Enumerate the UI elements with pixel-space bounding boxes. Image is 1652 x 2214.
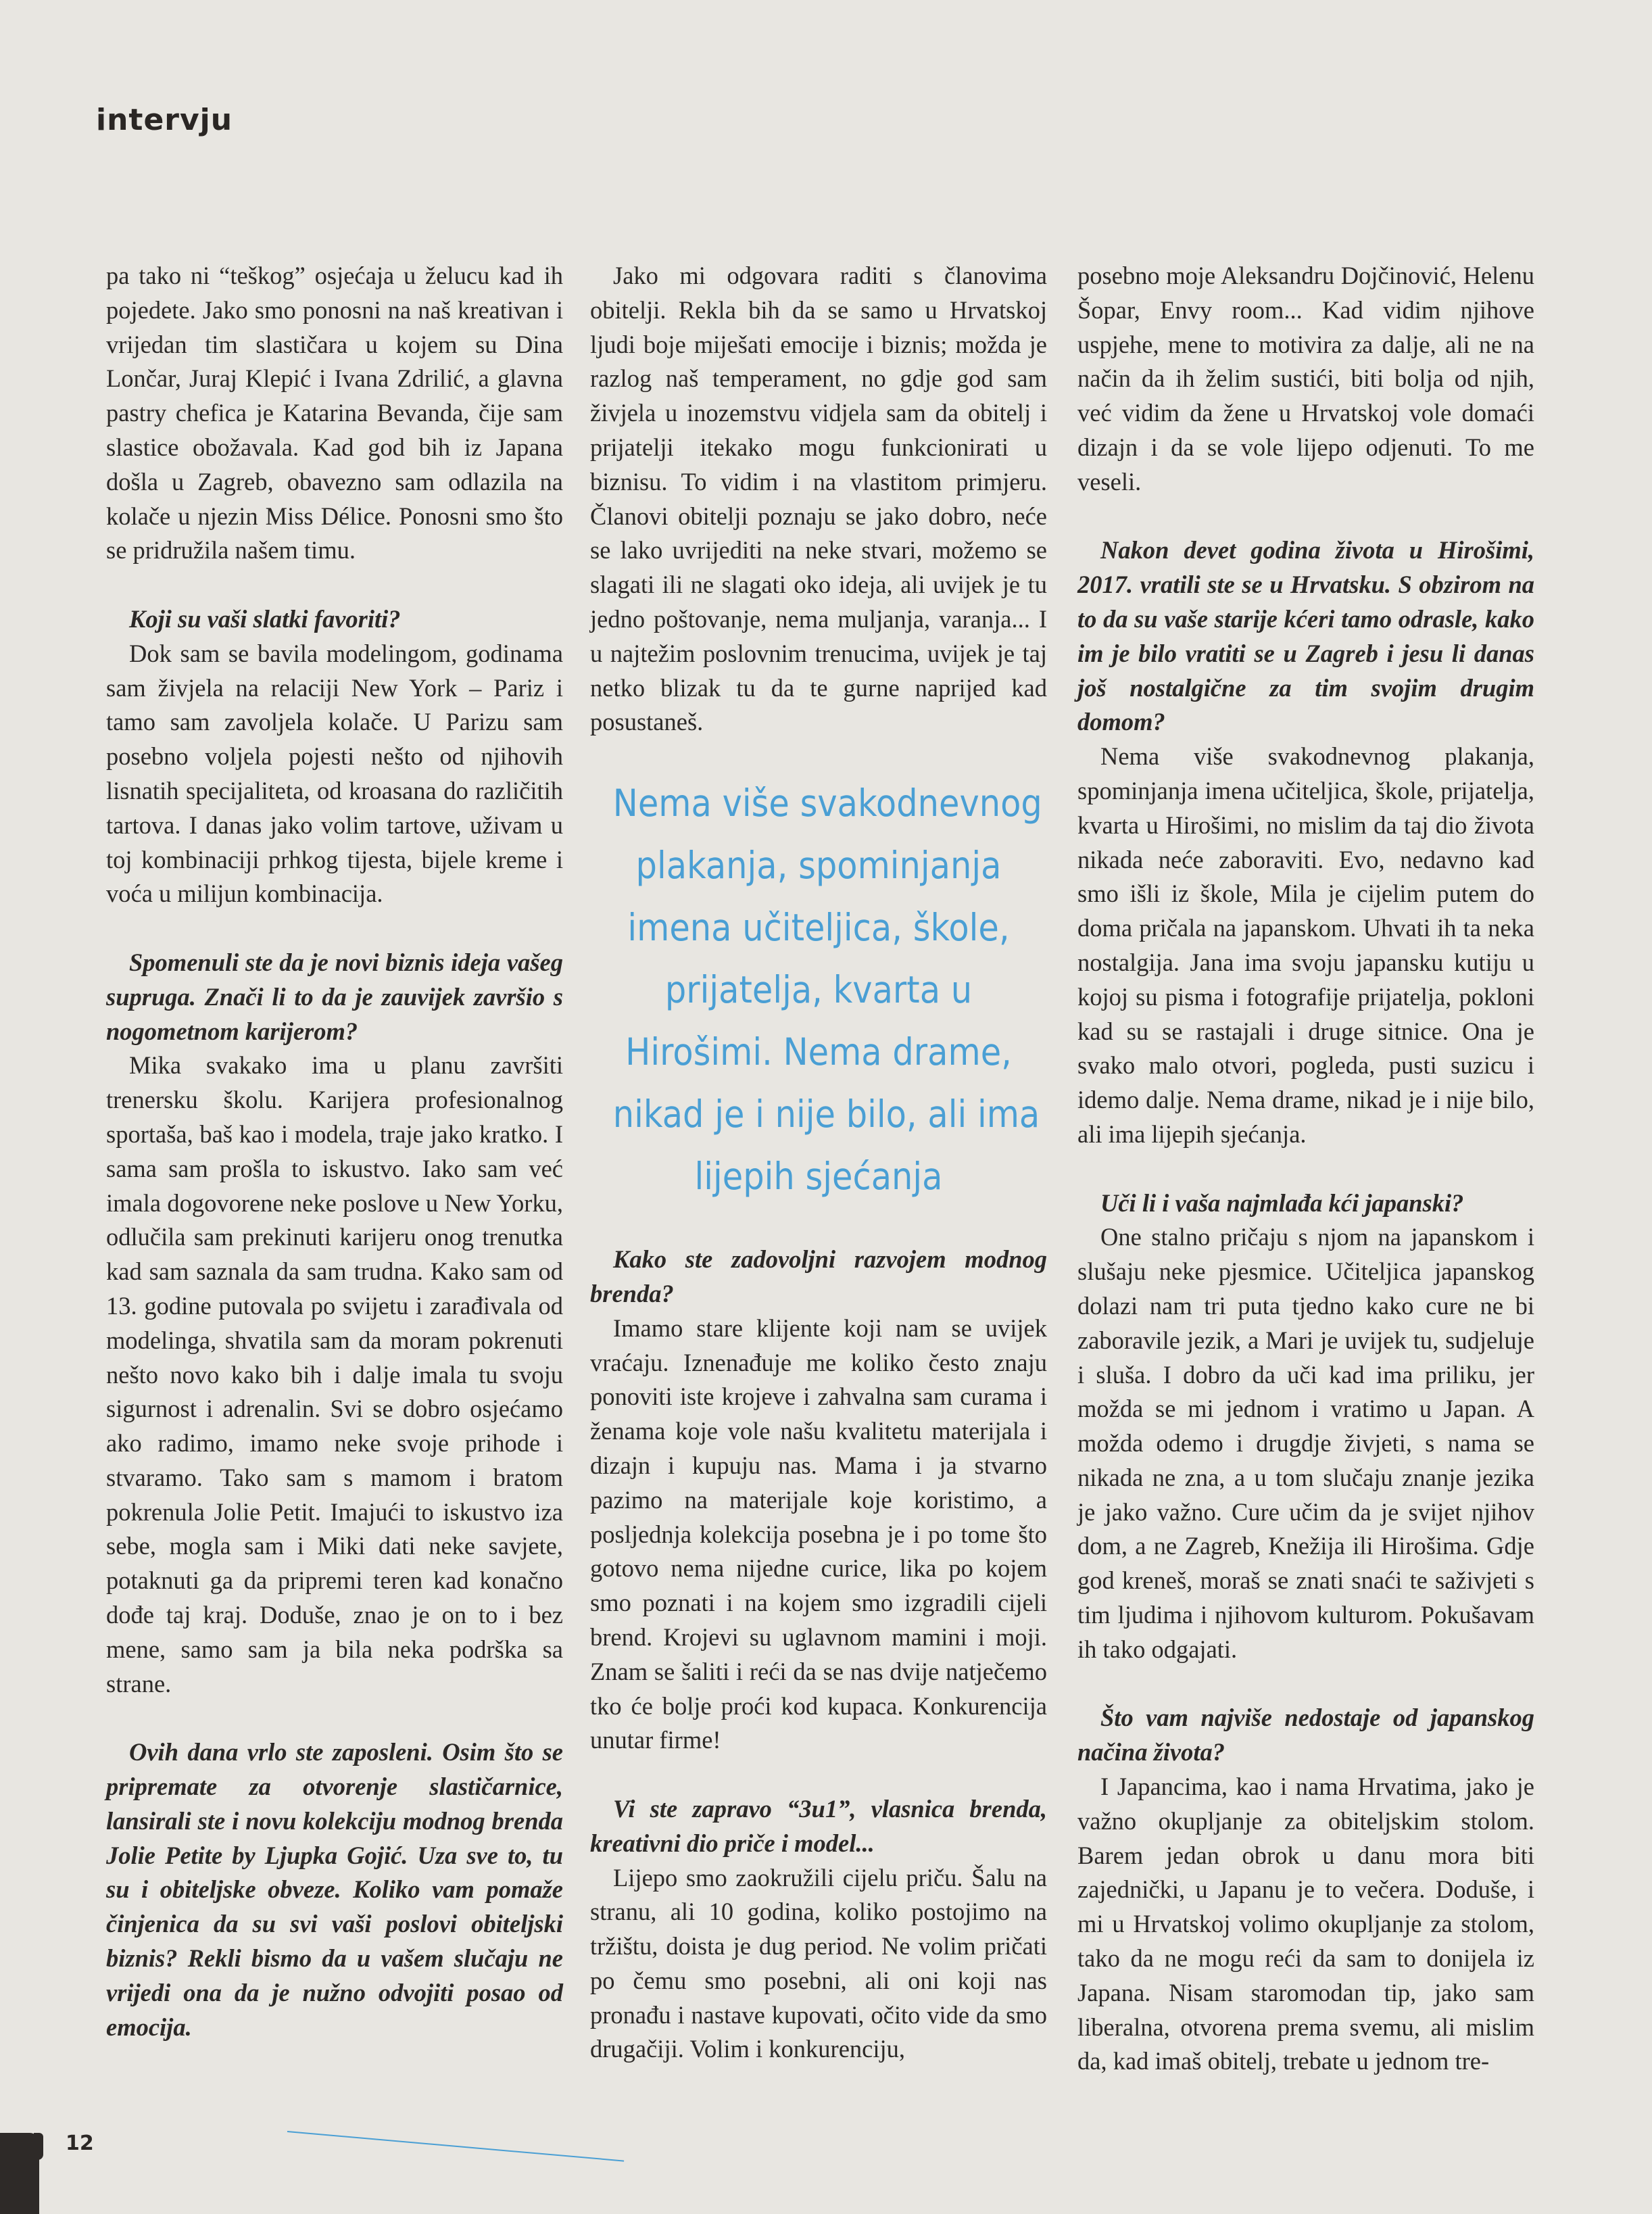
article-column-2 — [590, 259, 1047, 2067]
interview-answer: Mika svakako ima u planu završiti trenersku školu. Karijera profesionalnog sportaša, baš kao i modela, traje jako kratko. I sama sam prošla to iskustvo. Iako sam već imala dogovorene neke poslove u New Yorku, odlučila sam prekinuti karijeru onog trenutka kad sam saznala da sam trudna. Kako sam od 13. godine putovala po svijetu i zarađivala od modelinga, shvatila sam da moram pokrenuti nešto novo kako bih i dalje imala tu svoju sigurnost i adrenalin. Svi se dobro osjećamo ako radimo, imamo neke svoje prihode i stvaramo. Tako sam s mamom i bratom pokrenula Jolie Petit. Imajući to iskustvo iza sebe, mogla sam i Miki dati neke savjete, potaknuti ga da pripremi teren kad konačno dođe taj kraj. Doduše, znao je on to i bez mene, samo sam ja bila neka podrška sa strane. — [106, 1051, 563, 1698]
interview-question: Kako ste zadovoljni razvojem modnog brenda? — [590, 1245, 1047, 1307]
interview-answer: posebno moje Aleksandru Dojčinović, Helenu Šopar, Envy room... Kad vidim njihove uspjehe, mene to motivira za dalje, ali ne na način da ih želim sustići, biti bolja od njih, već vidim da žene u Hrvatskoj vole domaći dizajn i da se vole lijepo odjenuti. To me veseli. — [1077, 262, 1534, 496]
pull-quote-line: imena učiteljica, škole, — [627, 906, 1010, 950]
interview-answer: pa tako ni “teškog” osjećaja u želucu kad ih pojedete. Jako smo ponosni na naš kreativan i vrijedan tim slastičara u kojem su Dina Lončar, Juraj Klepić i Ivana Zdrilić, a glavna pastry chefica je Katarina Bevanda, čije sam slastice obožavala. Kad god bih iz Japana došla u Zagreb, obavezno sam odlazila na kolače u njezin Miss Délice. Ponosni smo što se pridružila našem timu. — [106, 262, 563, 564]
interview-question: Nakon devet godina života u Hirošimi, 2017. vratili ste se u Hrvatsku. S obzirom na to da su vaše starije kćeri tamo odrasle, kako im je bilo vratiti se u Zagreb i jesu li danas još nostalgične za tim svojim drugim domom? — [1077, 536, 1534, 736]
interview-answer: Nema više svakodnevnog plakanja, spominjanja imena učiteljica, škole, prijatelja, kvarta u Hirošimi, no mislim da taj dio života nikada neće zaboraviti. Evo, nedavno kad smo išli iz škole, Mila je cijelim putem do doma pričala na japanskom. Uhvati ih ta neka nostalgija. Jana ima svoju japansku kutiju u kojoj su pisma i fotografije prijatelja, pokloni kad su se rastajali i druge sitnice. Ona je svako malo otvori, pogleda, pusti suzicu i idemo dalje. Nema drame, nikad je i nije bilo, ali ima lijepih sjećanja. — [1077, 742, 1534, 1148]
interview-question: Uči li i vaša najmlađa kći japanski? — [1100, 1188, 1464, 1217]
interview-answer: I Japancima, kao i nama Hrvatima, jako je važno okupljanje za obiteljskim stolom. Barem jedan obrok u danu mora biti zajednički, u Japanu je to večera. Doduše, i mi u Hrvatskoj volimo okupljanje za stolom, tako da ne mogu reći da sam to donijela iz Japana. Nisam staromodan tip, jako sam liberalna, otvorena prema svemu, ali mislim da, kad imaš obitelj, trebate u jednom tre- — [1077, 1773, 1534, 2075]
pull-quote-line: nikad je i nije bilo, ali ima — [612, 1092, 1040, 1136]
article-column-3 — [1077, 259, 1534, 2079]
interview-question: Koji su vaši slatki favoriti? — [129, 604, 401, 633]
pull-quote-line: lijepih sjećanja — [694, 1155, 943, 1199]
interview-answer: Jako mi odgovara raditi s članovima obitelji. Rekla bih da se samo u Hrvatskoj ljudi boje miješati emocije i biznis; možda je razlog naš temperament, no gdje god sam živjela u inozemstvu vidjela sam da obitelj i prijatelji itekako mogu funkcionirati u biznisu. To vidim i na vlastitom primjeru. Članovi obitelji poznaju se jako dobro, neće se lako uvrijediti na neke stvari, možemo se slagati ili ne slagati oko ideja, ali uvijek je tu jedno poštovanje, nema muljanja, varanja... I u najtežim poslovnim trenucima, uvijek je taj netko blizak tu da te gurne naprijed kad posustaneš. — [590, 262, 1047, 736]
article-column-1 — [106, 259, 563, 2044]
interview-question: Vi ste zapravo “3u1”, vlasnica brenda, kreativni dio priče i model... — [590, 1794, 1047, 1857]
pull-quote-line: Hirošimi. Nema drame, — [625, 1030, 1012, 1074]
page-number: 12 — [66, 2132, 94, 2155]
magazine-logo-fragment — [0, 2133, 39, 2214]
interview-answer: Lijepo smo zaokružili cijelu priču. Šalu na stranu, ali 10 godina, koliko postojimo na tržištu, doista je dug period. Ne volim pričati po čemu smo posebni, ali oni koji nas pronađu i nastave kupovati, očito vide da smo drugačiji. Volim i konkurenciju, — [590, 1863, 1047, 2063]
interview-question: Što vam najviše nedostaje od japanskog načina života? — [1077, 1704, 1534, 1766]
pull-quote-line: Nema više svakodnevnog — [612, 781, 1042, 825]
section-label: intervju — [96, 103, 233, 137]
decorative-line — [287, 2131, 624, 2162]
pull-quote-line: plakanja, spominjanja — [635, 844, 1002, 888]
interview-question: Spomenuli ste da je novi biznis ideja vašeg supruga. Znači li to da je zauvijek završio s nogometnom karijerom? — [106, 948, 563, 1045]
interview-answer: Imamo stare klijente koji nam se uvijek vraćaju. Iznenađuje me koliko često znaju ponoviti iste krojeve i zahvalna sam curama i ženama koje vole našu kvalitetu materijala i dizajn i kupuju nas. Mama i ja stvarno pazimo na materijale koje koristimo, a posljednja kolekcija posebna je i po tome što gotovo nema nijedne curice, lika po kojem smo poznati i na kojem smo izgradili cijeli brend. Krojevi su uglavnom mamini i moji. Znam se šaliti i reći da se nas dvije natječemo tko će bolje proći kod kupaca. Konkurencija unutar firme! — [590, 1314, 1047, 1754]
interview-answer: One stalno pričaju s njom na japanskom i slušaju neke pjesmice. Učiteljica japanskog dolazi nam tri puta tjedno kako cure ne bi zaboravile jezik, a Mari je uvijek tu, sudjeluje i sluša. I dobro da uči kad ima priliku, jer možda se mi jednom i vratimo u Japan. A možda odemo i drugdje živjeti, s nama se nikada ne zna, a u tom slučaju znanje jezika je jako važno. Cure učim da je svijet njihov dom, a ne Zagreb, Knežija ili Hirošima. Gdje god kreneš, moraš se znati snaći te saživjeti s tim ljudima i njihovom kulturom. Pokušavam ih tako odgajati. — [1077, 1223, 1534, 1663]
interview-answer: Dok sam se bavila modelingom, godinama sam živjela na relaciji New York – Pariz i tamo sam zavoljela kolače. U Parizu sam posebno voljela pojesti nešto od njihovih lisnatih specijaliteta, od kroasana do različitih tartova. I danas jako volim tartove, uživam u toj kombinaciji prhkog tijesta, bijele kreme i voća u milijun kombinacija. — [106, 639, 563, 908]
pull-quote — [612, 772, 1042, 1207]
interview-question: Ovih dana vrlo ste zaposleni. Osim što se pripremate za otvorenje slastičarnice, lansirali ste i novu kolekciju modnog brenda Jolie Petite by Ljupka Gojić. Uza sve to, tu su i obiteljske obveze. Koliko vam pomaže činjenica da su svi vaši poslovi obiteljski biznis? Rekli bismo da u vašem slučaju ne vrijedi ona da je nužno odvojiti posao od emocija. — [106, 1738, 563, 2041]
pull-quote-line: prijatelja, kvarta u — [664, 968, 973, 1012]
